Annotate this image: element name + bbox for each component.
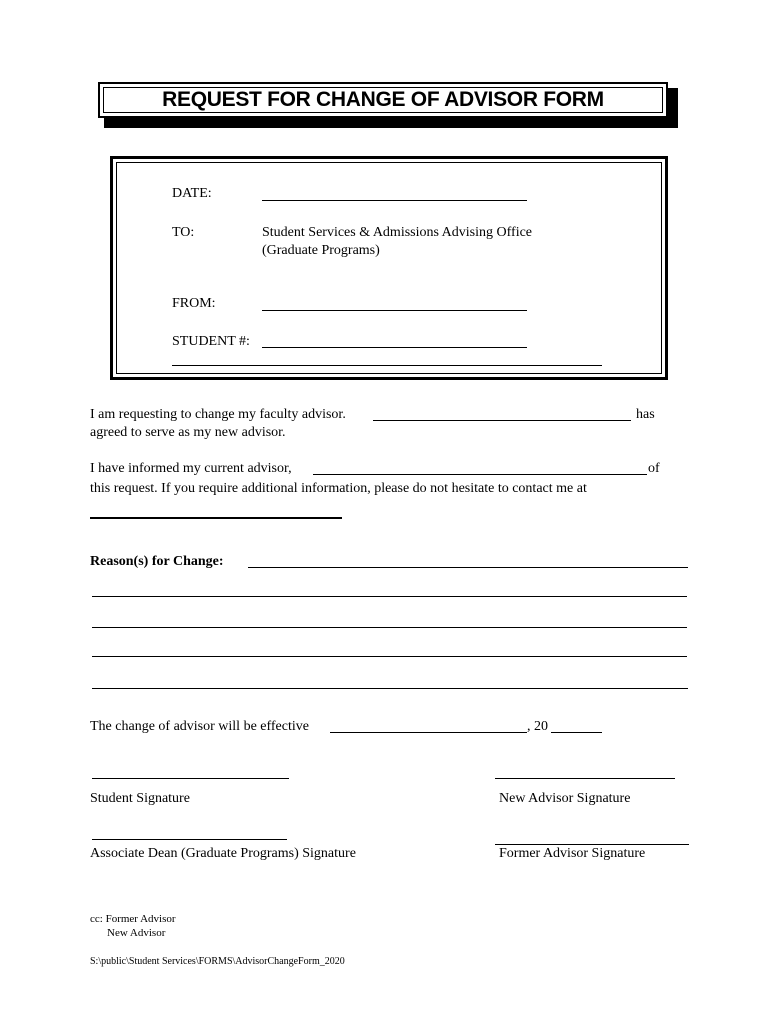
reasons-field-line4[interactable] bbox=[92, 656, 687, 657]
new-advisor-signature-field[interactable] bbox=[495, 778, 675, 779]
title-box bbox=[98, 82, 668, 118]
file-path-footer: S:\public\Student Services\FORMS\AdvisorChangeForm_2020 bbox=[90, 956, 345, 967]
associate-dean-signature-field[interactable] bbox=[92, 839, 287, 840]
effective-year-field[interactable] bbox=[551, 732, 602, 733]
current-advisor-name-field[interactable] bbox=[313, 474, 647, 475]
from-field[interactable] bbox=[262, 310, 527, 311]
reasons-field-line3[interactable] bbox=[92, 627, 687, 628]
student-extra-field[interactable] bbox=[172, 365, 602, 366]
cc-line2: New Advisor bbox=[107, 927, 166, 939]
to-recipient-line2: (Graduate Programs) bbox=[262, 243, 380, 258]
to-label: TO: bbox=[172, 225, 195, 240]
new-advisor-signature-label: New Advisor Signature bbox=[499, 791, 631, 806]
student-number-label: STUDENT #: bbox=[172, 334, 250, 349]
date-field[interactable] bbox=[262, 200, 527, 201]
reasons-label: Reason(s) for Change: bbox=[90, 554, 224, 569]
informed-text-line2: this request. If you require additional information, please do not hesitate to contact me at bbox=[90, 481, 587, 496]
informed-of-text: of bbox=[648, 461, 660, 476]
student-signature-field[interactable] bbox=[92, 778, 289, 779]
contact-info-field[interactable] bbox=[90, 517, 342, 519]
informed-text-line1: I have informed my current advisor, bbox=[90, 461, 292, 476]
associate-dean-signature-label: Associate Dean (Graduate Programs) Signature bbox=[90, 846, 356, 861]
date-label: DATE: bbox=[172, 186, 212, 201]
effective-date-field[interactable] bbox=[330, 732, 527, 733]
effective-year-prefix: , 20 bbox=[527, 719, 548, 734]
request-text-line2: agreed to serve as my new advisor. bbox=[90, 425, 286, 440]
request-has-text: has bbox=[636, 407, 655, 422]
title-inner-frame bbox=[103, 87, 663, 113]
reasons-field-line5[interactable] bbox=[92, 688, 688, 689]
former-advisor-signature-label: Former Advisor Signature bbox=[499, 846, 646, 861]
from-label: FROM: bbox=[172, 296, 216, 311]
page-title: REQUEST FOR CHANGE OF ADVISOR FORM bbox=[162, 88, 604, 111]
reasons-field-line1[interactable] bbox=[248, 567, 688, 568]
reasons-field-line2[interactable] bbox=[92, 596, 687, 597]
student-signature-label: Student Signature bbox=[90, 791, 190, 806]
request-text-line1: I am requesting to change my faculty advisor. bbox=[90, 407, 346, 422]
cc-line1: cc: Former Advisor bbox=[90, 913, 176, 925]
effective-text: The change of advisor will be effective bbox=[90, 719, 309, 734]
new-advisor-name-field[interactable] bbox=[373, 420, 631, 421]
to-recipient-line1: Student Services & Admissions Advising Office bbox=[262, 225, 533, 240]
student-number-field[interactable] bbox=[262, 347, 527, 348]
